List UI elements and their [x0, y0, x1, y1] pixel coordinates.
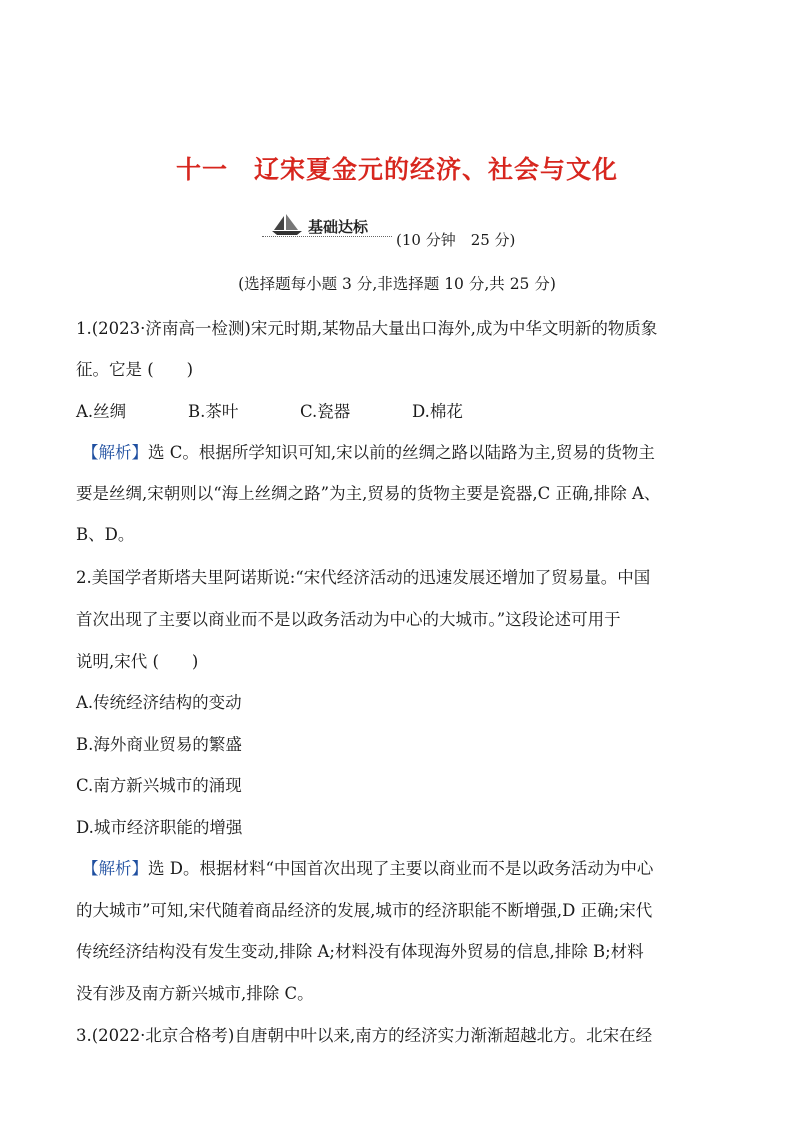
- q1-analysis-line3: B、D。: [76, 525, 135, 544]
- option-c: C.瓷器: [300, 402, 351, 421]
- q1-stem-line2: 征。它是 ( ): [76, 360, 194, 379]
- analysis-tag: 【解析】: [82, 443, 148, 462]
- q2-stem-line3: 说明,宋代 ( ): [76, 652, 199, 671]
- q2-stem-line2: 首次出现了主要以商业而不是以政务活动为中心的大城市。”这段论述可用于: [76, 610, 621, 629]
- page-title: [0, 150, 794, 186]
- analysis-tag: 【解析】: [82, 859, 148, 878]
- q2-option-b: B.海外商业贸易的繁盛: [76, 735, 242, 754]
- section-label: 基础达标: [308, 218, 369, 236]
- q2-analysis-line1: [82, 855, 653, 879]
- q1-analysis-line1: [82, 439, 655, 463]
- analysis-text: 选 C。根据所学知识可知,宋以前的丝绸之路以陆路为主,贸易的货物主: [148, 443, 655, 462]
- analysis-text: 选 D。根据材料“中国首次出现了主要以商业而不是以政务活动为中心: [148, 859, 654, 878]
- q2-analysis-line3: 传统经济结构没有发生变动,排除 A;材料没有体现海外贸易的信息,排除 B;材料: [76, 942, 644, 961]
- section-header: [262, 214, 562, 249]
- scoring-note: (选择题每小题 3 分,非选择题 10 分,共 25 分): [238, 275, 556, 293]
- option-d: D.棉花: [412, 402, 463, 421]
- q2-analysis-line2: 的大城市”可知,宋代随着商品经济的发展,城市的经济职能不断增强,D 正确;宋代: [76, 901, 653, 920]
- lesson-number: 十一: [175, 155, 228, 184]
- option-a: A.丝绸: [76, 402, 127, 421]
- q2-stem-line1: 2.美国学者斯塔夫里阿诺斯说:“宋代经济活动的迅速发展还增加了贸易量。中国: [76, 568, 651, 587]
- sailboat-icon: [270, 214, 304, 236]
- q2-option-c: C.南方新兴城市的涌现: [76, 776, 242, 795]
- q3-stem-line1: 3.(2022·北京合格考)自唐朝中叶以来,南方的经济实力渐渐超越北方。北宋在经: [76, 1026, 653, 1045]
- q2-analysis-line4: 没有涉及南方新兴城市,排除 C。: [76, 984, 314, 1003]
- dotted-divider: [262, 236, 392, 237]
- q2-option-a: A.传统经济结构的变动: [76, 693, 242, 712]
- q2-option-d: D.城市经济职能的增强: [76, 818, 243, 837]
- q1-stem-line1: 1.(2023·济南高一检测)宋元时期,某物品大量出口海外,成为中华文明新的物质象: [76, 319, 658, 338]
- q1-analysis-line2: 要是丝绸,宋朝则以“海上丝绸之路”为主,贸易的货物主要是瓷器,C 正确,排除 A、: [76, 484, 661, 503]
- section-time: (10 分钟 25 分): [396, 231, 516, 249]
- q1-options: [76, 398, 463, 422]
- lesson-title: 辽宋夏金元的经济、社会与文化: [254, 155, 619, 184]
- option-b: B.茶叶: [188, 402, 239, 421]
